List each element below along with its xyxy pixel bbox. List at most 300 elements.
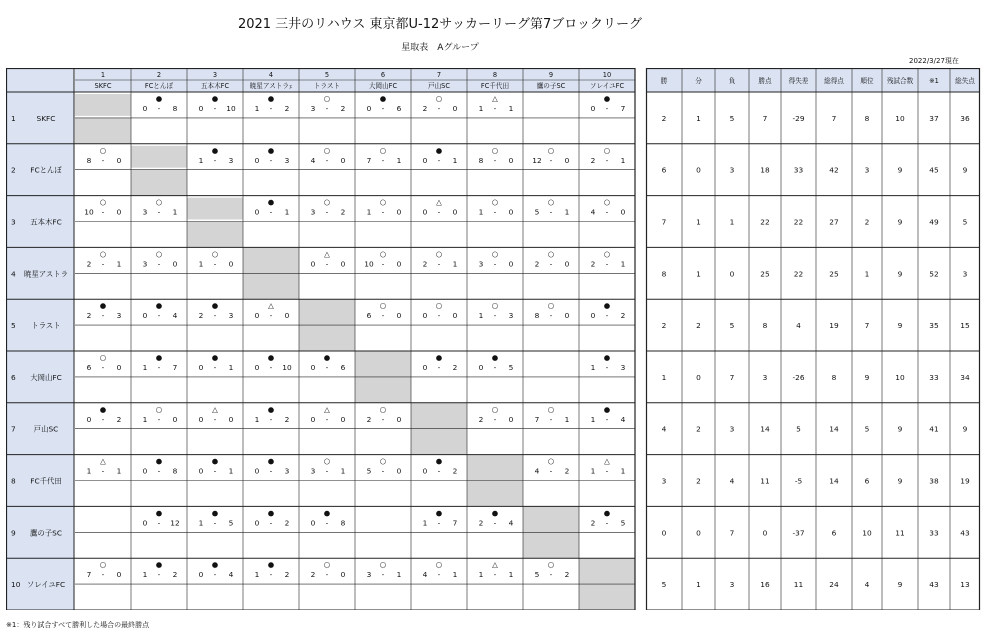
match-score-dash: -: [549, 570, 553, 580]
match-score-against: 2: [116, 414, 122, 424]
match-score-dash: -: [437, 207, 441, 217]
stat-column-header: 順位: [860, 77, 874, 85]
column-number: 3: [212, 71, 218, 79]
match-score-against: 4: [508, 518, 514, 528]
row-number: 3: [11, 217, 16, 227]
match-result-mark: △: [100, 456, 106, 466]
match-score-dash: -: [213, 311, 217, 321]
match-score-dash: -: [549, 155, 553, 165]
match-score-against: 1: [620, 259, 626, 269]
match-score-for: 2: [198, 311, 204, 321]
match-result-mark: △: [492, 94, 498, 103]
match-score-dash: -: [437, 466, 441, 476]
match-score-against: 2: [620, 311, 626, 321]
match-result-mark: ●: [267, 456, 275, 466]
match-result-mark: ●: [155, 508, 163, 518]
match-score-dash: -: [213, 259, 217, 269]
match-result-mark: ○: [435, 249, 443, 259]
stat-value: 3: [661, 476, 667, 486]
match-score-dash: -: [325, 207, 329, 217]
match-score-against: 0: [620, 207, 626, 217]
stat-column-header: 分: [695, 77, 702, 85]
match-result-mark: ●: [435, 456, 443, 466]
column-team-name: 五本木FC: [200, 82, 230, 90]
match-score-for: 1: [86, 466, 92, 476]
match-score-for: 2: [478, 414, 484, 424]
stat-value: -5: [794, 476, 803, 486]
match-score-for: 0: [254, 518, 260, 528]
match-score-against: 0: [116, 363, 122, 372]
row-team-name: ソレイユFC: [26, 580, 66, 590]
self-match-cell: [187, 198, 243, 220]
match-score-against: 2: [340, 104, 346, 113]
match-result-mark: △: [324, 404, 330, 414]
match-score-for: 0: [310, 518, 316, 528]
match-score-for: 1: [590, 414, 596, 424]
match-score-against: 2: [452, 466, 458, 476]
stat-value: 2: [661, 113, 667, 123]
match-score-dash: -: [437, 104, 441, 113]
match-score-dash: -: [325, 466, 329, 476]
column-team-name: SKFC: [94, 82, 112, 90]
match-score-for: 0: [86, 414, 92, 424]
match-score-against: 2: [284, 104, 290, 113]
match-score-dash: -: [213, 466, 217, 476]
stat-value: 1: [696, 269, 701, 279]
match-score-dash: -: [605, 155, 609, 165]
match-score-dash: -: [605, 207, 609, 217]
match-score-for: 1: [198, 155, 204, 165]
match-score-for: 0: [478, 363, 484, 372]
stat-value: 9: [897, 165, 903, 175]
match-score-for: 0: [142, 466, 148, 476]
match-result-mark: ○: [323, 94, 331, 103]
match-score-dash: -: [381, 207, 385, 217]
stat-value: 0: [696, 165, 701, 175]
match-score-dash: -: [101, 414, 105, 424]
match-score-against: 0: [116, 570, 122, 580]
stat-value: 49: [929, 217, 939, 227]
stat-value: 7: [831, 113, 837, 123]
match-score-dash: -: [437, 311, 441, 321]
stat-value: 14: [760, 424, 770, 434]
stat-value: 3: [729, 580, 735, 590]
stat-value: 0: [696, 372, 701, 382]
stat-value: 2: [696, 321, 701, 331]
match-score-for: 1: [478, 570, 484, 580]
match-result-mark: ○: [491, 145, 499, 155]
stat-value: -29: [792, 113, 805, 123]
stat-value: 2: [661, 321, 667, 331]
match-score-against: 1: [396, 155, 402, 165]
column-team-name: FC千代田: [480, 82, 510, 90]
match-score-dash: -: [381, 570, 385, 580]
match-score-for: 2: [86, 311, 92, 321]
stat-value: -26: [792, 372, 805, 382]
match-score-against: 1: [396, 570, 402, 580]
match-score-against: 1: [508, 570, 514, 580]
match-score-for: 0: [198, 570, 204, 580]
match-score-dash: -: [493, 207, 497, 217]
match-result-mark: ○: [155, 197, 163, 207]
match-score-against: 0: [340, 414, 346, 424]
match-score-for: 0: [142, 311, 148, 321]
column-number: 2: [156, 71, 162, 79]
match-result-mark: ○: [379, 404, 387, 414]
match-score-for: 3: [310, 104, 316, 113]
self-match-cell: [523, 532, 579, 558]
row-number: 2: [11, 165, 16, 175]
match-result-mark: ○: [99, 560, 107, 570]
stat-column-header: 総失点: [955, 77, 975, 85]
match-result-mark: ●: [491, 508, 499, 518]
match-result-mark: ○: [435, 560, 443, 570]
match-score-dash: -: [157, 311, 161, 321]
row-number: 6: [11, 372, 16, 382]
match-score-against: 2: [340, 207, 346, 217]
match-score-for: 4: [310, 155, 316, 165]
stat-column-header: 勝点: [758, 77, 772, 85]
match-score-for: 2: [366, 414, 372, 424]
match-score-for: 1: [590, 466, 596, 476]
match-score-against: 0: [564, 155, 570, 165]
match-score-for: 8: [534, 311, 540, 321]
match-result-mark: ●: [155, 456, 163, 466]
column-number: 1: [100, 71, 106, 79]
match-score-against: 0: [396, 207, 402, 217]
match-score-for: 10: [84, 207, 94, 217]
match-result-mark: ○: [547, 560, 555, 570]
column-number: 10: [602, 71, 612, 79]
match-score-for: 6: [86, 363, 92, 372]
match-score-for: 2: [310, 570, 316, 580]
match-score-against: 1: [228, 466, 234, 476]
stat-value: 14: [829, 476, 839, 486]
column-team-name: ソレイユFC: [589, 82, 625, 90]
match-score-dash: -: [605, 104, 609, 113]
match-score-for: 8: [86, 155, 92, 165]
match-score-against: 1: [116, 259, 122, 269]
match-result-mark: ○: [547, 404, 555, 414]
self-match-cell: [523, 506, 579, 532]
match-score-for: 1: [422, 518, 428, 528]
stat-value: 38: [929, 476, 939, 486]
row-team-name: FCとんぼ: [30, 165, 62, 175]
match-result-mark: ●: [211, 508, 219, 518]
row-team-name: 大岡山FC: [30, 372, 62, 382]
match-score-against: 5: [228, 518, 234, 528]
match-score-against: 0: [116, 155, 122, 165]
self-match-cell: [411, 429, 467, 455]
match-result-mark: ●: [267, 197, 275, 207]
stat-value: 9: [897, 269, 903, 279]
match-score-against: 3: [228, 311, 234, 321]
match-result-mark: △: [212, 404, 218, 414]
match-score-dash: -: [549, 311, 553, 321]
match-score-dash: -: [381, 259, 385, 269]
match-score-dash: -: [605, 311, 609, 321]
match-result-mark: ○: [155, 404, 163, 414]
self-match-cell: [75, 94, 131, 116]
match-score-against: 1: [564, 207, 570, 217]
match-score-dash: -: [213, 518, 217, 528]
match-score-dash: -: [325, 155, 329, 165]
match-score-dash: -: [437, 570, 441, 580]
match-score-for: 0: [366, 104, 372, 113]
match-score-for: 0: [254, 155, 260, 165]
match-score-against: 0: [452, 207, 458, 217]
match-score-for: 0: [310, 259, 316, 269]
match-score-against: 10: [282, 363, 292, 372]
match-score-dash: -: [493, 155, 497, 165]
match-score-for: 1: [198, 259, 204, 269]
self-match-cell: [355, 351, 411, 377]
match-score-for: 0: [198, 466, 204, 476]
match-score-dash: -: [493, 104, 497, 113]
stat-value: 11: [760, 476, 770, 486]
stat-value: 2: [696, 424, 701, 434]
stat-value: 5: [729, 113, 735, 123]
match-result-mark: ○: [435, 94, 443, 103]
match-score-dash: -: [549, 466, 553, 476]
match-score-against: 4: [172, 311, 178, 321]
stat-value: 3: [762, 372, 768, 382]
stat-value: 8: [762, 321, 768, 331]
match-score-against: 3: [228, 155, 234, 165]
match-score-for: 5: [534, 207, 540, 217]
stat-value: 33: [929, 372, 939, 382]
match-score-dash: -: [157, 259, 161, 269]
match-score-for: 0: [422, 363, 428, 372]
match-score-for: 1: [478, 207, 484, 217]
match-score-for: 3: [310, 466, 316, 476]
match-result-mark: ●: [211, 560, 219, 570]
match-score-against: 0: [284, 311, 290, 321]
stat-value: 11: [895, 528, 905, 538]
match-score-for: 2: [422, 259, 428, 269]
match-score-against: 3: [284, 466, 290, 476]
stat-value: 6: [864, 476, 870, 486]
match-result-mark: ○: [323, 456, 331, 466]
match-result-mark: ○: [379, 145, 387, 155]
stat-column-header: 負: [728, 77, 736, 85]
stat-value: 1: [696, 113, 701, 123]
stat-value: 10: [895, 113, 905, 123]
stat-value: 43: [929, 580, 939, 590]
stat-value: 9: [897, 217, 903, 227]
match-result-mark: ●: [603, 404, 611, 414]
stat-value: 2: [696, 476, 701, 486]
match-score-against: 7: [172, 363, 178, 372]
stat-value: 15: [960, 321, 970, 331]
match-score-dash: -: [381, 466, 385, 476]
match-result-mark: ●: [211, 301, 219, 311]
match-score-against: 1: [284, 207, 290, 217]
match-score-against: 8: [340, 518, 346, 528]
stat-value: -37: [792, 528, 805, 538]
match-result-mark: ●: [267, 94, 275, 103]
stat-value: 8: [864, 113, 870, 123]
match-score-for: 0: [310, 363, 316, 372]
match-score-for: 1: [254, 414, 260, 424]
stat-value: 7: [762, 113, 768, 123]
self-match-cell: [579, 558, 635, 584]
row-number: 1: [11, 113, 16, 123]
match-score-against: 0: [452, 311, 458, 321]
match-score-for: 1: [254, 570, 260, 580]
match-score-against: 0: [564, 311, 570, 321]
stat-value: 5: [962, 217, 968, 227]
match-score-against: 4: [228, 570, 234, 580]
match-result-mark: ○: [323, 145, 331, 155]
match-score-against: 0: [452, 104, 458, 113]
column-number: 9: [548, 71, 554, 79]
match-score-against: 1: [172, 207, 178, 217]
stat-value: 9: [897, 321, 903, 331]
match-result-mark: ●: [435, 145, 443, 155]
stat-value: 0: [729, 269, 735, 279]
match-score-against: 1: [340, 466, 346, 476]
match-result-mark: ●: [435, 353, 443, 362]
match-score-dash: -: [213, 363, 217, 372]
match-score-dash: -: [381, 311, 385, 321]
match-score-dash: -: [381, 104, 385, 113]
stat-value: 9: [962, 165, 968, 175]
match-score-for: 3: [142, 259, 148, 269]
header-corner: [6, 68, 74, 92]
match-score-dash: -: [381, 414, 385, 424]
stat-value: 7: [864, 321, 870, 331]
match-score-dash: -: [157, 570, 161, 580]
match-score-for: 0: [422, 207, 428, 217]
match-score-against: 0: [340, 570, 346, 580]
match-score-against: 8: [172, 466, 178, 476]
self-match-cell: [355, 377, 411, 403]
match-score-dash: -: [493, 259, 497, 269]
match-score-for: 1: [198, 518, 204, 528]
match-score-dash: -: [605, 466, 609, 476]
match-result-mark: ○: [211, 249, 219, 259]
stat-value: 33: [793, 165, 804, 175]
match-score-against: 0: [508, 259, 514, 269]
match-result-mark: ●: [267, 404, 275, 414]
stat-value: 37: [929, 113, 939, 123]
stat-value: 13: [960, 580, 970, 590]
match-score-dash: -: [269, 518, 273, 528]
match-score-for: 0: [590, 311, 596, 321]
stat-value: 5: [864, 424, 870, 434]
match-score-for: 0: [310, 414, 316, 424]
self-match-cell: [411, 403, 467, 429]
match-result-mark: ○: [99, 145, 107, 155]
page-title: 2021 三井のリハウス 東京都U-12サッカーリーグ第7ブロックリーグ: [237, 17, 643, 32]
standings-grid: [6, 68, 994, 610]
match-result-mark: ○: [603, 249, 611, 259]
self-match-cell: [243, 273, 299, 299]
match-score-for: 12: [532, 155, 542, 165]
match-score-dash: -: [101, 570, 105, 580]
match-score-against: 3: [620, 363, 626, 372]
match-score-for: 0: [254, 363, 260, 372]
match-score-for: 1: [142, 363, 148, 372]
match-score-dash: -: [213, 414, 217, 424]
self-match-cell: [243, 247, 299, 273]
stat-column-header: 勝: [660, 77, 668, 85]
match-result-mark: ○: [379, 456, 387, 466]
match-result-mark: ○: [379, 560, 387, 570]
row-team-name: FC千代田: [30, 476, 62, 486]
match-score-against: 7: [620, 104, 626, 113]
match-score-against: 4: [620, 414, 626, 424]
match-score-for: 0: [198, 104, 204, 113]
match-score-against: 1: [228, 363, 234, 372]
stat-value: 43: [960, 528, 970, 538]
match-score-for: 0: [142, 518, 148, 528]
match-score-dash: -: [213, 155, 217, 165]
as-of-date: 2022/3/27現在: [909, 57, 959, 65]
match-score-against: 7: [452, 518, 458, 528]
row-team-name: 暁星アストラ: [23, 269, 69, 279]
stat-value: 19: [960, 476, 970, 486]
match-score-against: 0: [228, 259, 234, 269]
match-result-mark: ○: [99, 197, 107, 207]
match-score-dash: -: [605, 414, 609, 424]
stat-value: 19: [829, 321, 839, 331]
match-score-against: 3: [508, 311, 514, 321]
match-score-dash: -: [605, 518, 609, 528]
stat-value: 16: [760, 580, 770, 590]
match-score-dash: -: [549, 259, 553, 269]
row-team-name: トラスト: [31, 321, 61, 331]
match-score-dash: -: [269, 466, 273, 476]
match-score-dash: -: [549, 414, 553, 424]
column-number: 6: [380, 71, 386, 79]
stat-value: 4: [729, 476, 735, 486]
match-score-dash: -: [101, 207, 105, 217]
match-result-mark: ●: [323, 508, 331, 518]
match-score-dash: -: [101, 155, 105, 165]
match-score-against: 0: [340, 259, 346, 269]
match-score-against: 2: [284, 570, 290, 580]
match-score-dash: -: [493, 311, 497, 321]
stat-value: 18: [760, 165, 770, 175]
self-match-cell: [299, 325, 355, 351]
match-score-against: 3: [284, 155, 290, 165]
match-score-against: 0: [396, 259, 402, 269]
match-score-dash: -: [437, 155, 441, 165]
match-score-dash: -: [269, 311, 273, 321]
match-result-mark: ○: [603, 145, 611, 155]
match-score-dash: -: [101, 466, 105, 476]
match-score-for: 7: [534, 414, 540, 424]
match-score-dash: -: [493, 518, 497, 528]
match-score-against: 2: [564, 466, 570, 476]
self-match-cell: [579, 584, 635, 610]
match-score-dash: -: [605, 259, 609, 269]
stat-value: 1: [729, 217, 735, 227]
match-score-dash: -: [101, 363, 105, 372]
match-score-for: 1: [478, 104, 484, 113]
stat-value: 11: [793, 580, 804, 590]
match-score-against: 0: [228, 414, 234, 424]
match-score-dash: -: [269, 570, 273, 580]
self-match-cell: [467, 481, 523, 507]
stat-value: 8: [661, 269, 667, 279]
stat-value: 35: [929, 321, 939, 331]
match-score-dash: -: [269, 363, 273, 372]
match-score-for: 2: [422, 104, 428, 113]
stat-value: 9: [897, 476, 903, 486]
